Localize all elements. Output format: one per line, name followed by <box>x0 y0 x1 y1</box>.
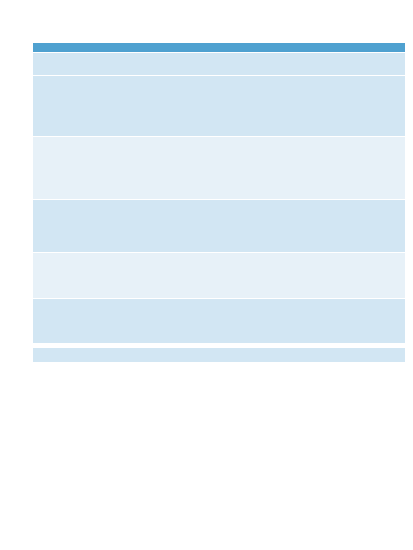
table-header-cell <box>63 53 121 75</box>
table-cell <box>33 253 63 298</box>
table-cell <box>121 137 248 199</box>
table-cell <box>63 200 121 252</box>
article-column-left <box>33 350 145 534</box>
table-cell <box>63 137 121 199</box>
table-cell <box>310 137 405 199</box>
table-header-cell <box>310 53 405 75</box>
table-cell <box>33 299 63 343</box>
table-grid <box>33 53 405 343</box>
paragraph <box>284 350 405 530</box>
table-cell <box>310 200 405 252</box>
table-row <box>33 252 405 298</box>
table-cell <box>63 76 121 136</box>
article-column-right <box>284 350 405 530</box>
table-cell <box>248 200 310 252</box>
table-header-cell <box>33 53 63 75</box>
table-cell <box>248 253 310 298</box>
table-row <box>33 298 405 343</box>
table-cell <box>121 76 248 136</box>
table-cell <box>121 200 248 252</box>
table-header-cell <box>121 53 248 75</box>
table-cell <box>248 137 310 199</box>
table-row <box>33 199 405 252</box>
table-cell <box>310 76 405 136</box>
table-row <box>33 136 405 199</box>
table-header-row <box>33 53 405 75</box>
table-cell <box>248 76 310 136</box>
table-cell <box>121 253 248 298</box>
data-table <box>33 43 405 362</box>
table-row <box>33 75 405 136</box>
table-header-cell <box>248 53 310 75</box>
table-cell <box>63 299 121 343</box>
table-cell <box>63 253 121 298</box>
page-footer <box>225 534 405 545</box>
article-column-middle <box>156 350 273 530</box>
table-cell <box>121 299 248 343</box>
table-cell <box>33 137 63 199</box>
table-cell <box>310 299 405 343</box>
table-cell <box>33 76 63 136</box>
table-cell <box>33 200 63 252</box>
table-cell <box>248 299 310 343</box>
paragraph <box>33 370 145 534</box>
table-caption <box>33 43 405 52</box>
paragraph <box>156 350 273 530</box>
table-cell <box>310 253 405 298</box>
section-heading <box>33 350 145 370</box>
